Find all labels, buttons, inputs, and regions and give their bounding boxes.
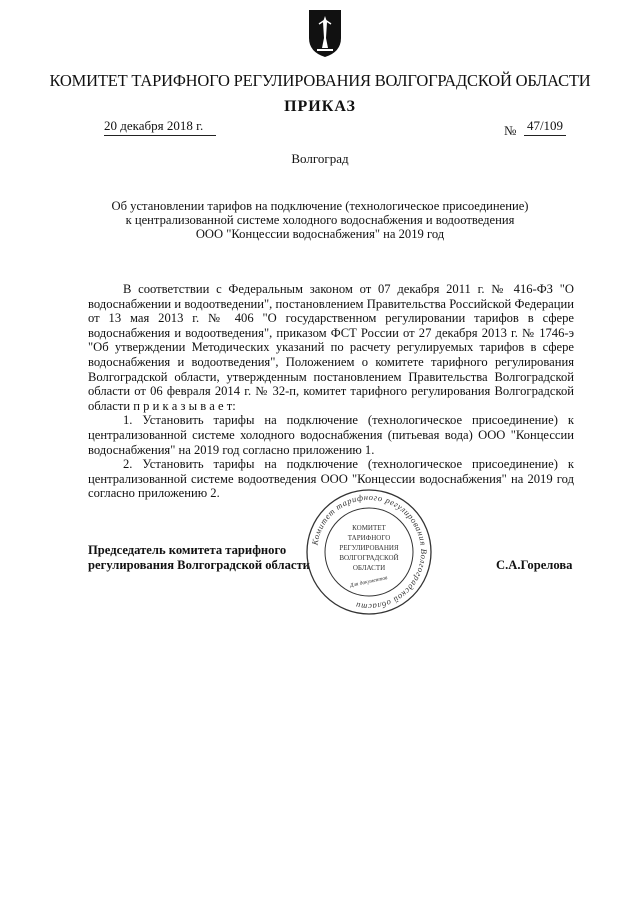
official-stamp bbox=[304, 487, 434, 617]
stamp-center-line: КОМИТЕТ bbox=[352, 524, 386, 532]
stamp-center-line: ВОЛГОГРАДСКОЙ bbox=[339, 554, 399, 562]
number-sign: № bbox=[504, 123, 517, 138]
subject-line: Об установлении тарифов на подключение (технологическое присоединение) bbox=[111, 199, 529, 213]
document-date: 20 декабря 2018 г. bbox=[104, 118, 216, 136]
signatory-title-line: регулирования Волгоградской области bbox=[88, 558, 310, 572]
organization-title: КОМИТЕТ ТАРИФНОГО РЕГУЛИРОВАНИЯ ВОЛГОГРАДСКОЙ ОБЛАСТИ bbox=[49, 71, 591, 90]
signatory-name: С.А.Горелова bbox=[496, 558, 573, 572]
subject-line: ООО "Концессии водоснабжения" на 2019 год bbox=[195, 227, 445, 241]
stamp-footer: Для документов bbox=[349, 575, 389, 589]
document-body bbox=[88, 282, 574, 501]
signatory-title bbox=[88, 543, 310, 573]
document-subject bbox=[70, 199, 570, 241]
order-item-1: 1. Установить тарифы на подключение (технологическое присоединение) к централизованной системе холодного водоснабжения (питьевая вода) ООО "Концессии водоснабжения" на 2019 год согласно приложению 1. bbox=[88, 413, 574, 457]
signatory-title-line: Председатель комитета тарифного bbox=[88, 543, 287, 557]
preamble-paragraph: В соответствии с Федеральным законом от 07 декабря 2011 г. № 416-ФЗ "О водоснабжении и водоотведении", постановлением Правительства Российской Федерации от 13 мая 2013 г. № 406 "О государственном регулировании тарифов в сфере водоснабжения и водоотведения", приказом ФСТ России от 27 декабря 2013 г. № 1746-э "Об утверждении Методических указаний по расчету регулируемых тарифов в сфере водоснабжения и водоотведения", Положением о комитете тарифного регулирования Волгоградской области, утвержденным постановлением Правительства Волгоградской области от 06 февраля 2014 г. № 32-п, комитет тарифного регулирования Волгоградской области п р и к а з ы в а е т: bbox=[88, 282, 574, 413]
document-type: ПРИКАЗ bbox=[284, 98, 356, 115]
stamp-center-line: РЕГУЛИРОВАНИЯ bbox=[339, 544, 399, 552]
document-number: 47/109 bbox=[524, 118, 566, 136]
stamp-center-line: ОБЛАСТИ bbox=[352, 564, 386, 572]
svg-text:Комитет тарифного регулировани bbox=[309, 492, 429, 612]
coat-of-arms-icon bbox=[307, 8, 343, 58]
stamp-ring-text: Комитет тарифного регулирования Волгоградской области bbox=[309, 491, 430, 613]
stamp-center-line: ТАРИФНОГО bbox=[347, 534, 391, 542]
city: Волгоград bbox=[291, 151, 349, 166]
subject-line: к централизованной системе холодного водоснабжения и водоотведения bbox=[125, 213, 515, 227]
order-item-2: 2. Установить тарифы на подключение (технологическое присоединение) к централизованной системе водоотведения ООО "Концессии водоснабжения" на 2019 год согласно приложению 2. bbox=[88, 457, 574, 501]
